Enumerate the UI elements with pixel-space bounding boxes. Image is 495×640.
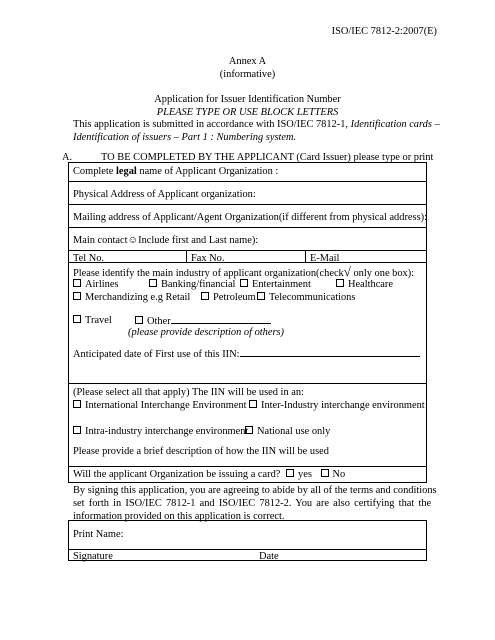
usage-option-international[interactable]: International Interchange Environment — [73, 399, 247, 412]
checkbox-icon[interactable] — [73, 400, 81, 408]
print-name-field[interactable]: Print Name: — [73, 529, 124, 540]
industry-option-petroleum[interactable]: Petroleum — [201, 291, 256, 304]
checkbox-icon[interactable] — [321, 469, 329, 477]
divider — [68, 181, 427, 182]
card-issue-no[interactable]: No — [332, 469, 346, 480]
email-field[interactable]: E-Mail — [310, 253, 340, 264]
checkbox-icon[interactable] — [149, 279, 157, 287]
checkbox-icon[interactable] — [336, 279, 344, 287]
intro-paragraph — [73, 118, 443, 144]
industry-option-entertainment[interactable]: Entertainment — [240, 278, 311, 291]
divider — [68, 204, 427, 205]
usage-description-prompt[interactable]: Please provide a brief description of how the IIN will be used — [73, 446, 329, 457]
industry-option-travel[interactable]: Travel — [73, 314, 112, 327]
usage-option-inter-industry[interactable]: Inter-Industry interchange environment — [249, 399, 425, 412]
annex-title: Annex A — [228, 56, 267, 67]
industry-option-other[interactable]: Other — [135, 314, 271, 328]
annex-note: (informative) — [219, 69, 276, 80]
checkbox-icon[interactable] — [73, 279, 81, 287]
divider — [305, 250, 306, 262]
other-note: (please provide description of others) — [128, 327, 285, 338]
divider — [68, 549, 427, 550]
usage-option-intra-industry[interactable]: Intra-industry interchange environment — [73, 425, 248, 438]
date-field[interactable]: Date — [259, 551, 279, 562]
iin-date-field[interactable]: Anticipated date of First use of this IIN: — [73, 347, 420, 361]
section-letter: A. — [62, 152, 73, 163]
standard-id: ISO/IEC 7812-2:2007(E) — [331, 26, 437, 37]
document-title: Application for Issuer Identification Number — [154, 94, 341, 105]
card-issue-yes[interactable]: yes — [298, 469, 312, 480]
industry-option-merchandizing[interactable]: Merchandizing e.g Retail — [73, 291, 190, 304]
fax-field[interactable]: Fax No. — [191, 253, 225, 264]
intro-line-2: Identification of issuers – Part 1 : Numbering system. — [73, 132, 297, 143]
checkbox-icon[interactable] — [135, 316, 143, 324]
card-issue-question: Will the applicant Organization be issuing a card? yes No — [73, 469, 346, 480]
iin-date-line[interactable] — [240, 347, 420, 357]
checkbox-icon[interactable] — [73, 426, 81, 434]
divider — [68, 250, 427, 251]
usage-prompt: (Please select all that apply) The IIN will be used in an: — [73, 387, 304, 398]
check-mark-icon: √ — [343, 264, 351, 279]
tel-field[interactable]: Tel No. — [73, 253, 105, 264]
section-heading: TO BE COMPLETED BY THE APPLICANT (Card Issuer) please type or print — [101, 152, 434, 163]
industry-prompt: Please identify the main industry of applicant organization(check√ only one box): — [73, 264, 415, 279]
other-description-line[interactable] — [171, 314, 271, 324]
instruction: PLEASE TYPE OR USE BLOCK LETTERS — [156, 107, 339, 118]
usage-option-national[interactable]: National use only — [245, 425, 330, 438]
checkbox-icon[interactable] — [245, 426, 253, 434]
checkbox-icon[interactable] — [257, 292, 265, 300]
signature-field[interactable]: Signature — [73, 551, 113, 562]
physical-address-field[interactable]: Physical Address of Applicant organization: — [73, 189, 256, 200]
industry-option-airlines[interactable]: Airlines — [73, 278, 118, 291]
checkbox-icon[interactable] — [73, 315, 81, 323]
industry-option-banking[interactable]: Banking/financial — [149, 278, 235, 291]
intro-line-1: This application is submitted in accordance with ISO/IEC 7812-1, Identification cards – — [73, 119, 440, 130]
main-contact-field[interactable]: Main contact☺Include first and Last name): — [73, 235, 259, 246]
industry-option-healthcare[interactable]: Healthcare — [336, 278, 393, 291]
checkbox-icon[interactable] — [201, 292, 209, 300]
checkbox-icon[interactable] — [73, 292, 81, 300]
industry-option-telecommunications[interactable]: Telecommunications — [257, 291, 355, 304]
divider — [68, 227, 427, 228]
checkbox-icon[interactable] — [286, 469, 294, 477]
checkbox-icon[interactable] — [240, 279, 248, 287]
divider — [68, 383, 427, 384]
agreement-paragraph: By signing this application, you are agreeing to abide by all of the terms and conditions set forth in ISO/IEC 7812-1 and ISO/IEC 7812-2. You are also certifying that the information provided on this application is correct. — [73, 485, 437, 522]
checkbox-icon[interactable] — [249, 400, 257, 408]
legal-name-field[interactable]: Complete legal name of Applicant Organization : — [73, 166, 279, 177]
divider — [68, 466, 427, 467]
divider — [186, 250, 187, 262]
mailing-address-field[interactable]: Mailing address of Applicant/Agent Organization(if different from physical address): — [73, 212, 427, 223]
divider — [68, 262, 427, 263]
